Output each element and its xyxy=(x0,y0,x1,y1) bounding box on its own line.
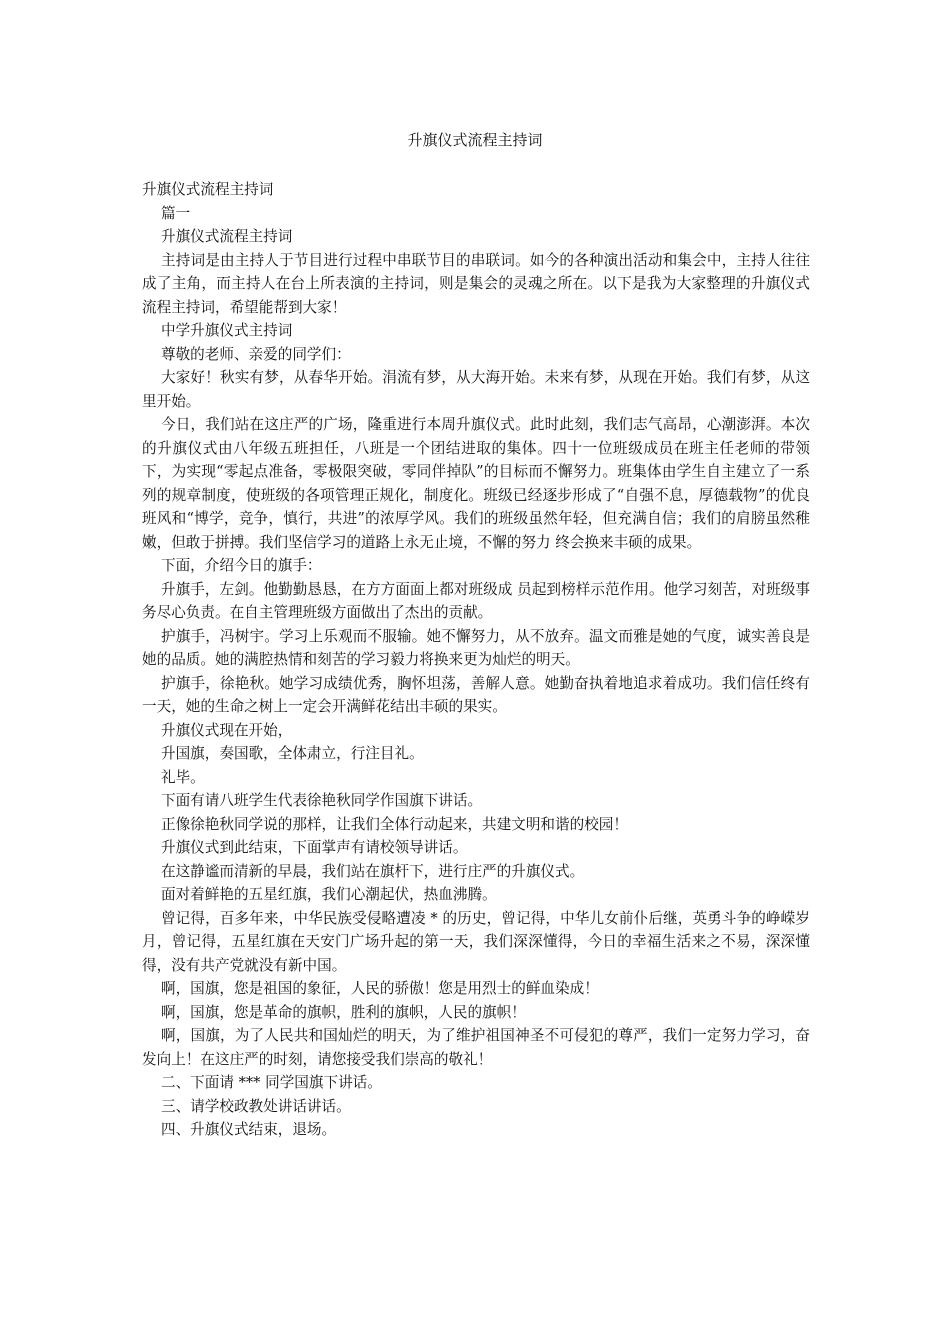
paragraph: 啊，国旗，为了人民共和国灿烂的明天，为了维护祖国神圣不可侵犯的尊严，我们一定努力学习，奋发向上！在这庄严的时刻，请您接受我们崇高的敬礼！ xyxy=(142,1027,810,1068)
paragraph: 啊，国旗，您是祖国的象征，人民的骄傲！您是用烈士的鲜血染成！ xyxy=(160,980,599,997)
paragraph: 下面有请八班学生代表徐艳秋同学作国旗下讲话。 xyxy=(160,792,483,809)
paragraph: 篇一 xyxy=(160,204,191,222)
paragraph: 升旗仪式流程主持词 xyxy=(160,228,293,245)
paragraph: 主持词是由主持人于节目进行过程中串联节目的串联词。如今的各种演出活动和集会中，主持人往往成了主角，而主持人在台上所表演的主持词，则是集会的灵魂之所在。以下是我为大家整理的升旗仪式流程主持词，希望能帮到大家！ xyxy=(142,251,810,316)
paragraph: 礼毕。 xyxy=(160,768,205,786)
page-title: 升旗仪式流程主持词 xyxy=(407,131,543,149)
document-body xyxy=(142,178,810,1142)
paragraph: 正像徐艳秋同学说的那样，让我们全体行动起来，共建文明和谐的校园！ xyxy=(160,815,628,833)
paragraph: 四、升旗仪式结束，退场。 xyxy=(160,1121,337,1138)
paragraph: 护旗手，徐艳秋。她学习成绩优秀，胸怀坦荡，善解人意。她勤奋执着地追求着成功。我们信任终有一天，她的生命之树上一定会开满鲜花结出丰硕的果实。 xyxy=(142,674,810,715)
paragraph: 升国旗，奏国歌，全体肃立，行注目礼。 xyxy=(160,745,424,762)
paragraph: 今日，我们站在这庄严的广场，隆重进行本周升旗仪式。此时此刻，我们志气高昂，心潮澎湃。本次的升旗仪式由八年级五班担任，八班是一个团结进取的集体。四十一位班级成员在班主任老师的带领下，为实现“零起点准备，零极限突破，零同伴掉队”的目标而不懈努力。班集体由学生自主建立了一系列的规章制度，使班级的各项管理正规化，制度化。班级已经逐步形成了“自强不息，厚德载物”的优良班风和“博学，竞争，慎行，共进”的浓厚学风。我们的班级虽然年轻，但充满自信；我们的肩膀虽然稚嫩，但敢于拼搏。我们坚信学习的道路上永无止境，不懈的努力 终会换来丰硕的成果。 xyxy=(142,416,810,551)
paragraph: 中学升旗仪式主持词 xyxy=(160,322,293,339)
paragraph: 在这静谧而清新的早晨，我们站在旗杆下，进行庄严的升旗仪式。 xyxy=(160,862,585,880)
paragraph: 升旗手，左剑。他勤勤恳恳，在方方面面上都对班级成 员起到榜样示范作用。他学习刻苦，对班级事务尽心负责。在自主管理班级方面做出了杰出的贡献。 xyxy=(142,580,810,621)
paragraph: 升旗仪式到此结束，下面掌声有请校领导讲话。 xyxy=(160,839,468,856)
paragraph: 曾记得，百多年来，中华民族受侵略遭凌 * 的历史，曾记得，中华儿女前仆后继，英勇斗争的峥嵘岁月，曾记得，五星红旗在天安门广场升起的第一天，我们深深懂得，今日的幸福生活来之不易，深深懂得，没有共产党就没有新中国。 xyxy=(142,909,810,974)
paragraph: 面对着鲜艳的五星红旗，我们心潮起伏，热血沸腾。 xyxy=(160,886,497,903)
paragraph: 护旗手，冯树宇。学习上乐观而不服输。她不懈努力，从不放弃。温文而雅是她的气度，诚实善良是她的品质。她的满腔热情和刻苦的学习毅力将换来更为灿烂的明天。 xyxy=(142,627,810,668)
paragraph: 升旗仪式现在开始， xyxy=(160,721,293,739)
paragraph: 啊，国旗，您是革命的旗帜，胜利的旗帜，人民的旗帜！ xyxy=(160,1003,526,1021)
paragraph: 大家好！秋实有梦，从春华开始。涓流有梦，从大海开始。未来有梦，从现在开始。我们有梦，从这里开始。 xyxy=(142,369,810,410)
paragraph: 三、请学校政教处讲话讲话。 xyxy=(160,1097,351,1115)
paragraph: 升旗仪式流程主持词 xyxy=(142,181,274,198)
paragraph: 尊敬的老师、亲爱的同学们： xyxy=(160,345,351,363)
paragraph: 二、下面请 *** 同学国旗下讲话。 xyxy=(160,1074,382,1091)
paragraph: 下面，介绍今日的旗手： xyxy=(160,557,322,574)
